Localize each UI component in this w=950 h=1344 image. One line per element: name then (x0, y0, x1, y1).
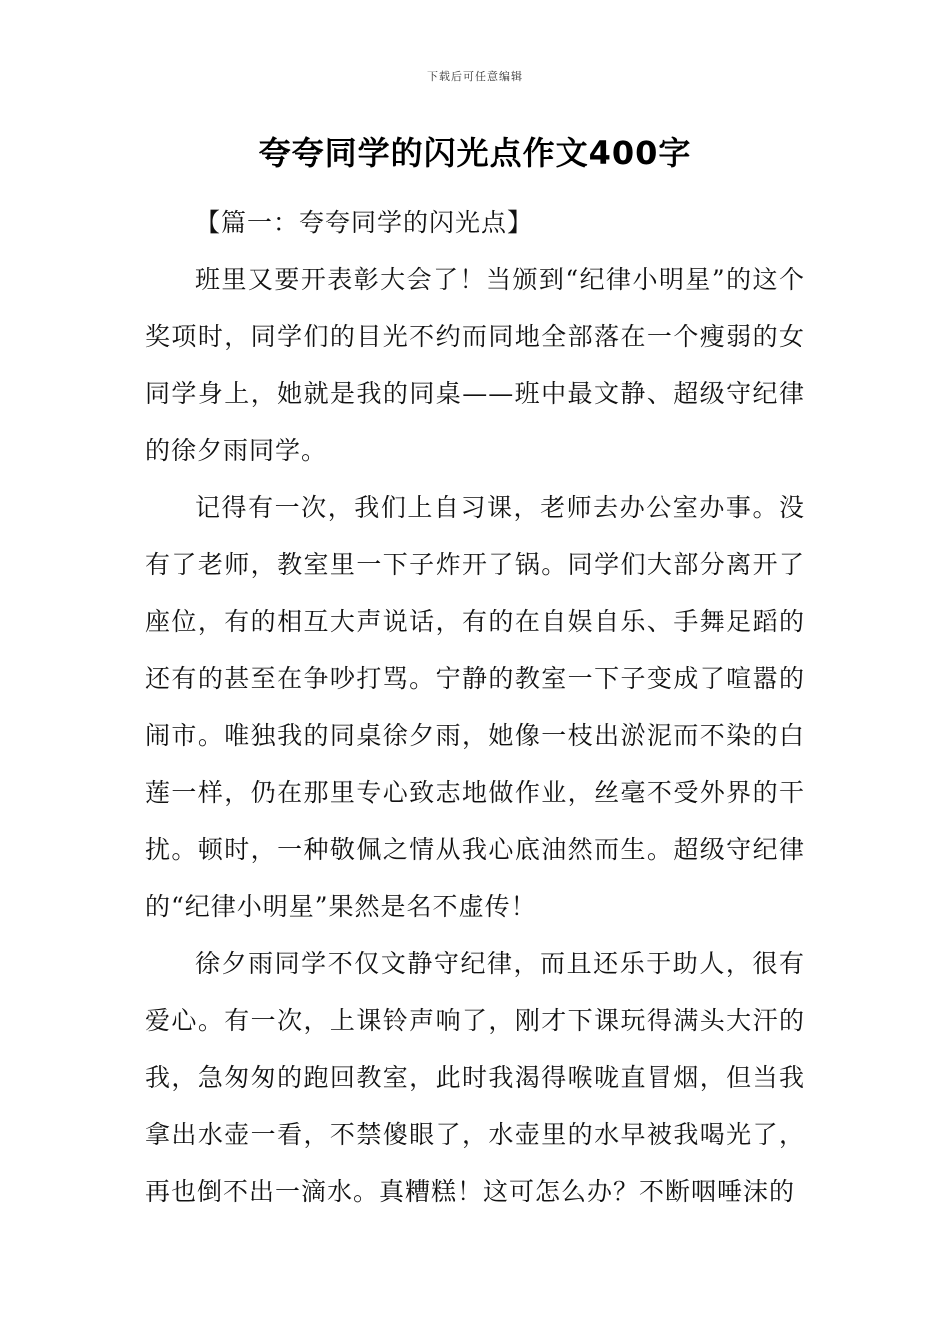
header-note: 下载后可任意编辑 (427, 70, 523, 83)
paragraph: 记得有一次，我们上自习课，老师去办公室办事。没有了老师，教室里一下子炸开了锅。同学们大部分离开了座位，有的相互大声说话，有的在自娱自乐、手舞足蹈的还有的甚至在争吵打骂。宁静的教室一下子变成了喧嚣的闹市。唯独我的同桌徐夕雨，她像一枝出淤泥而不染的白莲一样，仍在那里专心致志地做作业，丝毫不受外界的干扰。顿时，一种敬佩之情从我心底油然而生。超级守纪律的“纪律小明星”果然是名不虚传！ (145, 493, 805, 921)
section-heading: 【篇一：夸夸同学的闪光点】 (195, 208, 534, 237)
paragraph: 徐夕雨同学不仅文静守纪律，而且还乐于助人，很有爱心。有一次，上课铃声响了，刚才下课玩得满头大汗的我，急匆匆的跑回教室，此时我渴得喉咙直冒烟，但当我拿出水壶一看，不禁傻眼了，水壶里的水早被我喝光了，再也倒不出一滴水。真糟糕！这可怎么办？不断咽唾沫的 (145, 949, 805, 1206)
paragraph: 班里又要开表彰大会了！当颁到“纪律小明星”的这个奖项时，同学们的目光不约而同地全部落在一个瘦弱的女同学身上，她就是我的同桌——班中最文静、超级守纪律的徐夕雨同学。 (145, 265, 805, 465)
document-body (145, 194, 805, 1220)
document-title: 夸夸同学的闪光点作文400字 (258, 134, 692, 172)
